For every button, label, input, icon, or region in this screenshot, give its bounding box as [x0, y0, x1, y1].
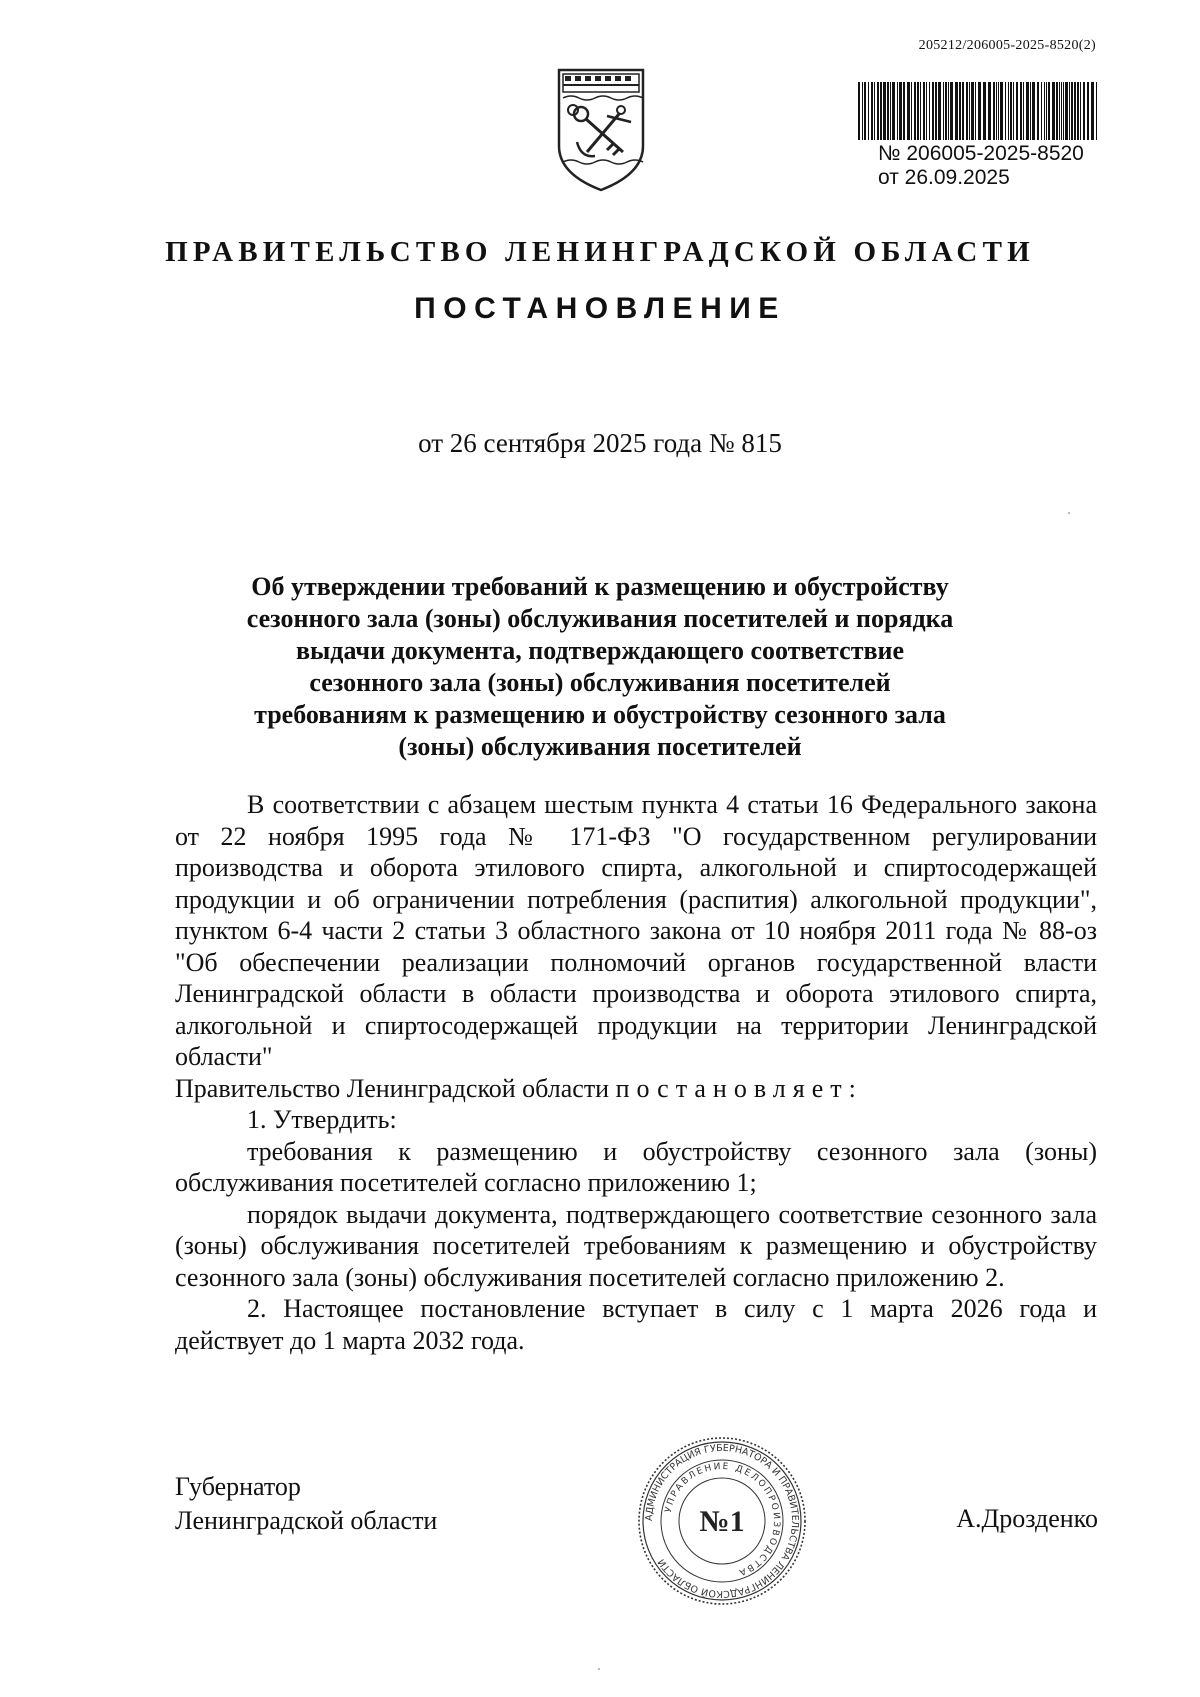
signatory-position: [175, 1470, 437, 1538]
preamble-subject: Правительство Ленинградской области: [175, 1073, 610, 1103]
scan-speck: [1068, 512, 1070, 514]
preamble-verb: постановляет:: [615, 1073, 863, 1103]
seal-inner-text: УПРАВЛЕНИЕ ДЕЛОПРОИЗВОДСТВА: [663, 1461, 782, 1578]
item-1-a: требования к размещению и обустройству сезонного зала (зоны) обслуживания посетителей согласно приложению 1;: [175, 1136, 1097, 1197]
document-body: [175, 789, 1097, 1356]
position-line: Ленинградской области: [175, 1506, 438, 1535]
registration-date: от 26.09.2025: [878, 166, 1010, 189]
reference-number: 205212/206005-2025-8520(2): [918, 38, 1096, 53]
official-seal-icon: [636, 1435, 808, 1607]
document-date-number: от 26 сентября 2025 года № 815: [418, 428, 782, 458]
subject-line: сезонного зала (зоны) обслуживания посетителей и порядка: [246, 604, 954, 633]
subject-line: требованиям к размещению и обустройству сезонного зала: [254, 700, 946, 729]
signatory-name: А.Дрозденко: [956, 1504, 1098, 1533]
leningrad-oblast-coat-of-arms-icon: [553, 62, 649, 194]
registration-block: [858, 82, 1128, 190]
document-type: ПОСТАНОВЛЕНИЕ: [414, 292, 786, 325]
subject-line: (зоны) обслуживания посетителей: [398, 732, 802, 761]
preamble-paragraph: [175, 789, 1097, 1073]
document-subject: [180, 571, 1020, 763]
preamble-text: В соответствии с абзацем шестым пункта 4 статьи 16 Федерального закона от 22 ноября 1995 года № 171-ФЗ "О государственном регулировании производства и оборота этилового спирта, алкогольной и спиртосодержащей продукции и об ограничении потребления (распития) алкогольной продукции", пунктом 6-4 части 2 статьи 3 областного закона от 10 ноября 2011 года № 88-оз "Об обеспечении реализации полномочий органов государственной власти Ленинградской области в области производства и оборота этилового спирта, алкогольной и спиртосодержащей продукции на территории Ленинградской области": [175, 790, 1097, 1071]
item-1-b: порядок выдачи документа, подтверждающего соответствие сезонного зала (зоны) обслуживания посетителей требованиям к размещению и обустройству сезонного зала (зоны) обслуживания посетителей согласно приложению 2.: [175, 1199, 1097, 1292]
item-2: 2. Настоящее постановление вступает в силу с 1 марта 2026 года и действует до 1 марта 2032 года.: [175, 1294, 1097, 1355]
subject-line: сезонного зала (зоны) обслуживания посетителей: [309, 668, 891, 697]
subject-line: выдачи документа, подтверждающего соответствие: [295, 636, 905, 665]
seal-number: №1: [699, 1505, 745, 1538]
scan-speck: [598, 1668, 600, 1670]
position-line: Губернатор: [175, 1472, 301, 1501]
registration-number: № 206005-2025-8520: [878, 142, 1084, 165]
barcode-icon: [858, 82, 1098, 140]
preamble-closing: [175, 1073, 1097, 1105]
seal-outer-text: АДМИНИСТРАЦИЯ ГУБЕРНАТОРА И ПРАВИТЕЛЬСТВА ЛЕНИНГРАДСКОЙ ОБЛАСТИ: [643, 1442, 801, 1600]
item-1: 1. Утвердить:: [247, 1105, 397, 1134]
subject-line: Об утверждении требований к размещению и обустройству: [251, 572, 949, 601]
government-title: ПРАВИТЕЛЬСТВО ЛЕНИНГРАДСКОЙ ОБЛАСТИ: [165, 236, 1035, 268]
